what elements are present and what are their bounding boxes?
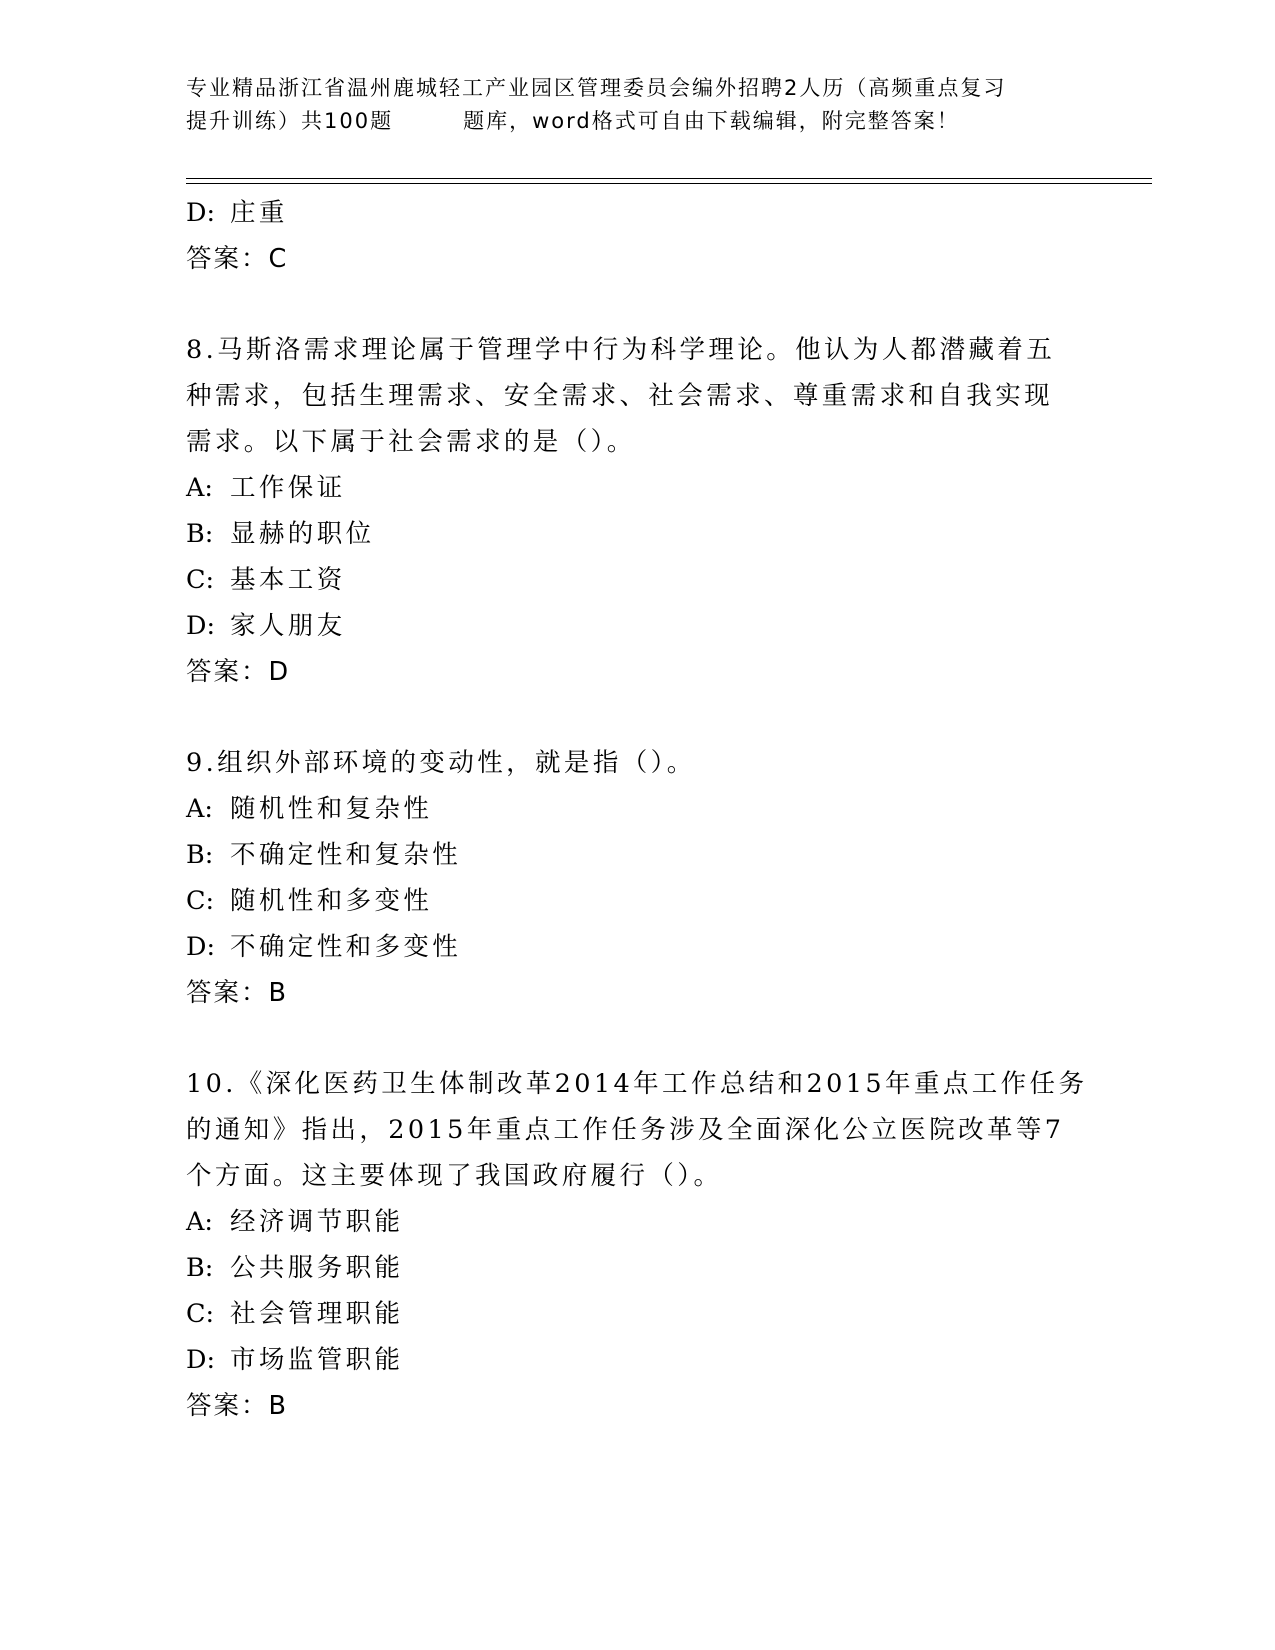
header-line-2 — [186, 105, 1086, 138]
option-b — [186, 511, 1086, 557]
option-c — [186, 1291, 1086, 1337]
question-10 — [186, 1061, 1086, 1429]
answer-line: 答案：D — [186, 657, 291, 687]
option-d — [186, 603, 1086, 649]
option-d — [186, 1337, 1086, 1383]
option-text: 不确定性和多变性 — [230, 932, 462, 962]
answer-line: 答案：B — [186, 1391, 288, 1421]
question-text-line: 种需求，包括生理需求、安全需求、社会需求、尊重需求和自我实现 — [186, 381, 1054, 411]
option-letter: B: — [186, 519, 214, 549]
option-text: 工作保证 — [230, 473, 346, 503]
previous-question-tail — [186, 190, 1086, 282]
option-letter: B: — [186, 1253, 214, 1283]
option-letter: D: — [186, 1345, 216, 1375]
question-8 — [186, 327, 1086, 695]
header-line-2-part-a: 提升训练）共100题 — [186, 109, 394, 133]
option-text: 家人朋友 — [230, 611, 346, 641]
option-letter: C: — [186, 565, 215, 595]
option-c — [186, 878, 1086, 924]
header-divider-bottom — [186, 183, 1152, 184]
option-text: 基本工资 — [230, 565, 346, 595]
option-text: 市场监管职能 — [230, 1345, 404, 1375]
option-b — [186, 1245, 1086, 1291]
option-letter: C: — [186, 1299, 215, 1329]
option-c — [186, 557, 1086, 603]
option-d — [186, 190, 1086, 236]
answer-line: 答案：C — [186, 244, 289, 274]
option-letter: D: — [186, 198, 216, 228]
option-letter: D: — [186, 611, 216, 641]
question-9 — [186, 740, 1086, 1016]
option-letter: A: — [186, 1207, 214, 1237]
option-text: 社会管理职能 — [230, 1299, 404, 1329]
answer-line: 答案：B — [186, 978, 288, 1008]
question-text-line: 个方面。这主要体现了我国政府履行（）。 — [186, 1161, 723, 1191]
question-text-line: 10.《深化医药卫生体制改革2014年工作总结和2015年重点工作任务 — [186, 1069, 1088, 1099]
option-text: 经济调节职能 — [230, 1207, 404, 1237]
option-text: 显赫的职位 — [230, 519, 375, 549]
question-text-line: 8.马斯洛需求理论属于管理学中行为科学理论。他认为人都潜藏着五 — [186, 335, 1056, 365]
option-letter: C: — [186, 886, 215, 916]
option-letter: D: — [186, 932, 216, 962]
option-text: 随机性和多变性 — [230, 886, 433, 916]
header-divider-top — [186, 178, 1152, 179]
document-header — [186, 72, 1086, 138]
option-text: 随机性和复杂性 — [230, 794, 433, 824]
option-a — [186, 786, 1086, 832]
option-letter: B: — [186, 840, 214, 870]
header-line-2-part-b: 题库，word格式可自由下载编辑，附完整答案！ — [463, 109, 960, 133]
option-a — [186, 465, 1086, 511]
question-text-line: 需求。以下属于社会需求的是（）。 — [186, 427, 636, 457]
option-text: 不确定性和复杂性 — [230, 840, 462, 870]
option-letter: A: — [186, 473, 214, 503]
option-d — [186, 924, 1086, 970]
question-list — [186, 190, 1086, 1429]
question-text-line: 9.组织外部环境的变动性，就是指（）。 — [186, 748, 696, 778]
question-text-line: 的通知》指出，2015年重点工作任务涉及全面深化公立医院改革等7 — [186, 1115, 1065, 1145]
header-line-1: 专业精品浙江省温州鹿城轻工产业园区管理委员会编外招聘2人历（高频重点复习 — [186, 76, 1007, 100]
option-text: 庄重 — [230, 198, 288, 228]
option-letter: A: — [186, 794, 214, 824]
option-a — [186, 1199, 1086, 1245]
option-text: 公共服务职能 — [230, 1253, 404, 1283]
option-b — [186, 832, 1086, 878]
